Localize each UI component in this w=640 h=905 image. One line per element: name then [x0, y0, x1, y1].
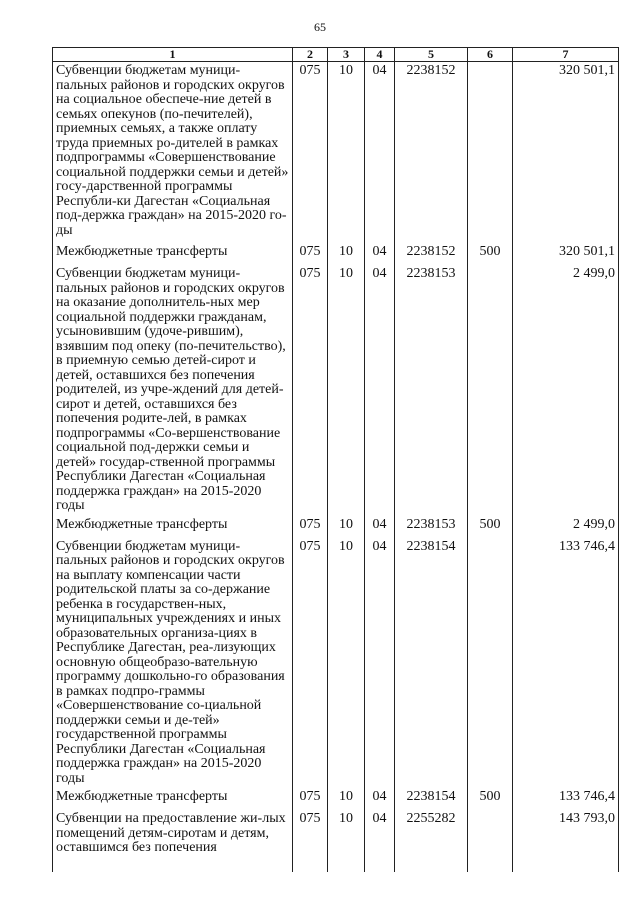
row-ministry-code: 075: [293, 241, 328, 265]
row-ministry-code: 075: [293, 810, 328, 872]
row-subsection-code: 04: [365, 514, 395, 538]
budget-table: [52, 47, 619, 872]
header-col-7: 7: [513, 48, 619, 62]
table-row: [53, 265, 619, 514]
row-target-code: 2238154: [395, 538, 468, 787]
row-ministry-code: 075: [293, 514, 328, 538]
table-row: [53, 810, 619, 872]
row-description: Субвенции бюджетам муници-пальных районов и городских округов на социальное обеспече-ние детей в семьях опекунов (по-печителей), приемных семьях, а также оплату труда приемных ро-дителей в рамках подпрограммы «Совершенствование социальной поддержки семьи и детей» госу-дарственной программы Республи-ки Дагестан «Социальная под-держка граждан» на 2015-2020 го-ды: [53, 62, 293, 242]
row-subsection-code: 04: [365, 241, 395, 265]
row-expense-type: [468, 810, 513, 872]
row-expense-type: [468, 265, 513, 514]
row-subsection-code: 04: [365, 538, 395, 787]
page-number: 65: [314, 20, 326, 34]
row-target-code: 2238154: [395, 786, 468, 810]
row-subsection-code: 04: [365, 265, 395, 514]
row-section-code: 10: [328, 265, 365, 514]
row-expense-type: 500: [468, 241, 513, 265]
row-subsection-code: 04: [365, 786, 395, 810]
row-target-code: 2238153: [395, 265, 468, 514]
header-col-6: 6: [468, 48, 513, 62]
row-subsection-code: 04: [365, 62, 395, 242]
row-section-code: 10: [328, 514, 365, 538]
header-col-2: 2: [293, 48, 328, 62]
row-description: Межбюджетные трансферты: [53, 514, 293, 538]
table-row: [53, 62, 619, 242]
row-ministry-code: 075: [293, 786, 328, 810]
row-description: Межбюджетные трансферты: [53, 786, 293, 810]
row-target-code: 2238152: [395, 62, 468, 242]
table-row: [53, 241, 619, 265]
header-col-4: 4: [365, 48, 395, 62]
row-target-code: 2238153: [395, 514, 468, 538]
row-subsection-code: 04: [365, 810, 395, 872]
row-amount: 2 499,0: [513, 514, 619, 538]
row-amount: 320 501,1: [513, 62, 619, 242]
table-row: [53, 514, 619, 538]
row-amount: 133 746,4: [513, 538, 619, 787]
row-target-code: 2238152: [395, 241, 468, 265]
row-ministry-code: 075: [293, 62, 328, 242]
header-row: [53, 48, 619, 62]
row-section-code: 10: [328, 810, 365, 872]
row-expense-type: 500: [468, 786, 513, 810]
row-section-code: 10: [328, 538, 365, 787]
table-row: [53, 538, 619, 787]
header-col-1: 1: [53, 48, 293, 62]
row-description: Субвенции бюджетам муници-пальных районов и городских округов на оказание дополнитель-ных мер социальной поддержки гражданам, усыновившим (удоче-рившим), взявшим под опеку (по-печительство), в приемную семью детей-сирот и детей, оставшихся без попечения родителей, из учре-ждений для детей-сирот и детей, оставшихся без попечения родите-лей, в рамках подпрограммы «Со-вершенствование социальной под-держки семьи и детей» государ-ственной программы Республики Дагестан «Социальная поддержка граждан» на 2015-2020 годы: [53, 265, 293, 514]
row-description: Субвенции бюджетам муници-пальных районов и городских округов на выплату компенсации части родительской платы за со-держание ребенка в государствен-ных, муниципальных учреждениях и иных образовательных организа-циях в Республике Дагестан, реа-лизующих основную общеобразо-вательную программу дошкольно-го образования в рамках подпро-граммы «Совершенствование со-циальной поддержки семьи и де-тей» государственной программы Республики Дагестан «Социальная поддержка граждан» на 2015-2020 годы: [53, 538, 293, 787]
row-expense-type: [468, 538, 513, 787]
row-expense-type: [468, 62, 513, 242]
row-section-code: 10: [328, 786, 365, 810]
row-ministry-code: 075: [293, 265, 328, 514]
row-expense-type: 500: [468, 514, 513, 538]
header-col-5: 5: [395, 48, 468, 62]
row-section-code: 10: [328, 62, 365, 242]
row-description: Межбюджетные трансферты: [53, 241, 293, 265]
row-amount: 2 499,0: [513, 265, 619, 514]
row-amount: 133 746,4: [513, 786, 619, 810]
table-row: [53, 786, 619, 810]
row-section-code: 10: [328, 241, 365, 265]
header-col-3: 3: [328, 48, 365, 62]
row-target-code: 2255282: [395, 810, 468, 872]
row-amount: 320 501,1: [513, 241, 619, 265]
row-description: Субвенции на предоставление жи-лых помещений детям-сиротам и детям, оставшимся без попечения: [53, 810, 293, 872]
row-amount: 143 793,0: [513, 810, 619, 872]
row-ministry-code: 075: [293, 538, 328, 787]
